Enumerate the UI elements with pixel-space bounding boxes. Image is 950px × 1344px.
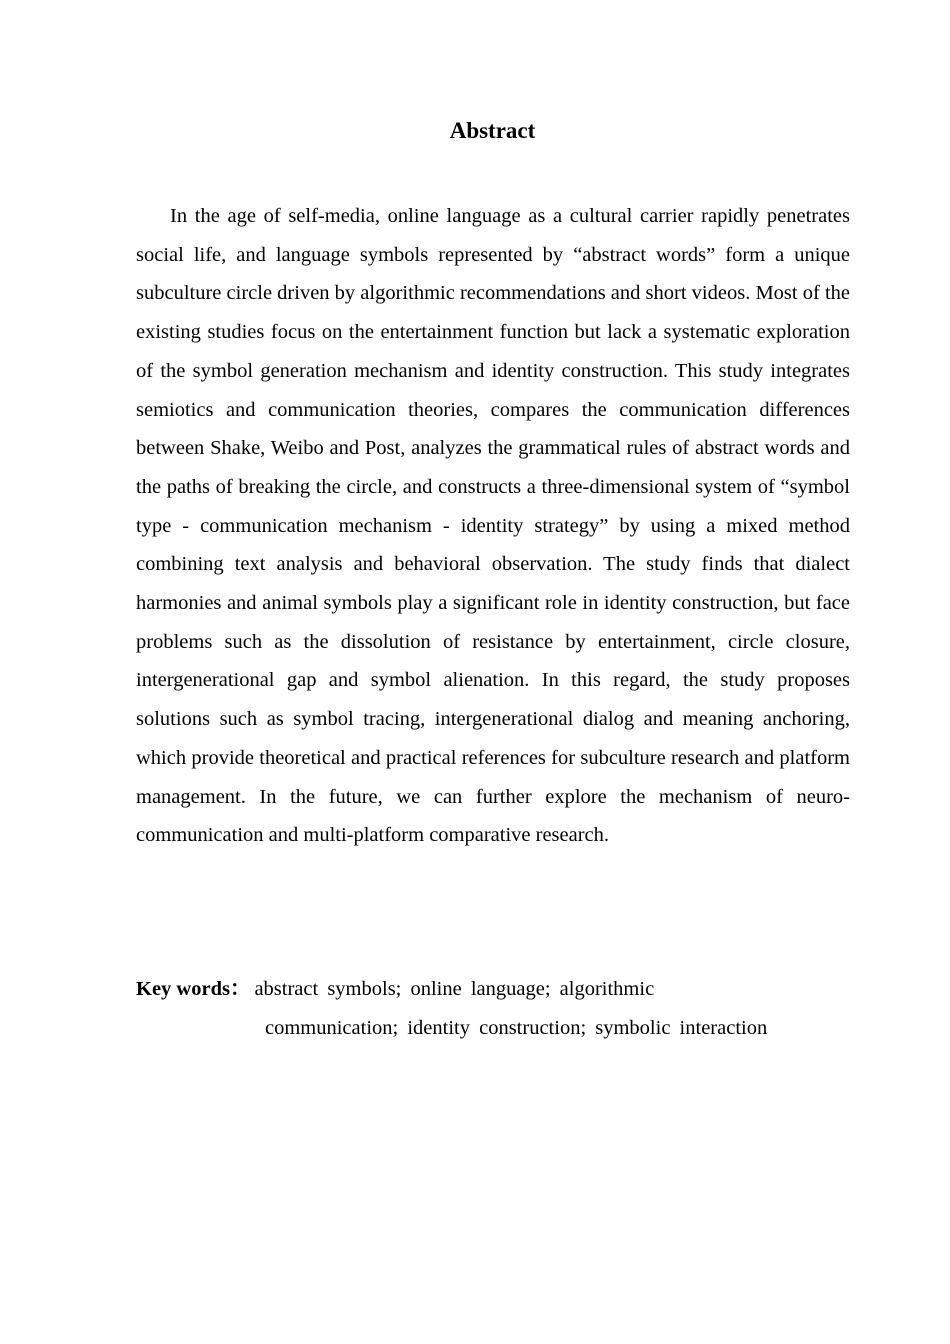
keywords-line-1 [136, 970, 850, 1009]
keywords-label: Key words [136, 978, 230, 1000]
keywords-terms-1: abstract symbols; online language; algorithmic [254, 978, 655, 1000]
abstract-title: Abstract [449, 118, 536, 143]
keywords-terms-2: communication; identity construction; symbolic interaction [265, 1016, 768, 1039]
keywords-line-2 [136, 1009, 850, 1048]
keywords-block [136, 970, 850, 1047]
abstract-body: In the age of self-media, online language as a cultural carrier rapidly penetrates social life, and language symbols represented by “abstract words” form a unique subculture circle driven by algorithmic recommendations and short videos. Most of the existing studies focus on the entertainment function but lack a systematic exploration of the symbol generation mechanism and identity construction. This study integrates semiotics and communication theories, compares the communication differences between Shake, Weibo and Post, analyzes the grammatical rules of abstract words and the paths of breaking the circle, and constructs a three-dimensional system of “symbol type - communication mechanism - identity strategy” by using a mixed method combining text analysis and behavioral observation. The study finds that dialect harmonies and animal symbols play a significant role in identity construction, but face problems such as the dissolution of resistance by entertainment, circle closure, intergenerational gap and symbol alienation. In this regard, the study proposes solutions such as symbol tracing, intergenerational dialog and meaning anchoring, which provide theoretical and practical references for subculture research and platform management. In the future, we can further explore the mechanism of neuro-communication and multi-platform comparative research. [136, 205, 850, 847]
keywords-separator: ： [229, 978, 251, 1000]
